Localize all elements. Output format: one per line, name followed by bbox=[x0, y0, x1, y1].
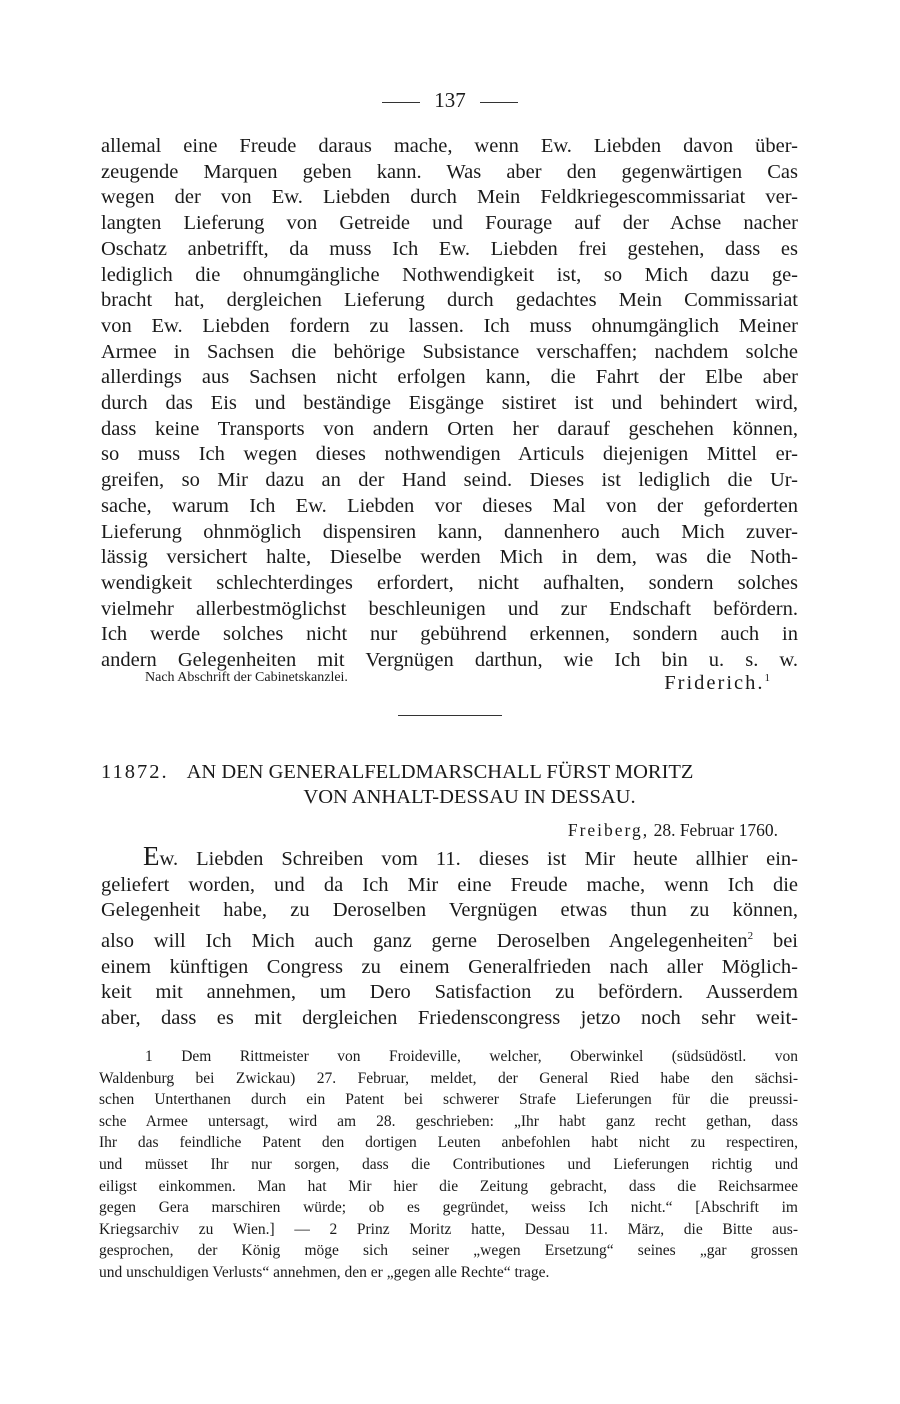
header-rule-right bbox=[480, 102, 518, 103]
text-line bbox=[101, 841, 798, 873]
footnote-line: schen Unterthanen durch ein Patent bei schwerer Strafe Lieferungen für die preussi- bbox=[99, 1091, 798, 1109]
dateline bbox=[568, 820, 778, 841]
letter-heading bbox=[101, 760, 798, 810]
continuation-paragraph bbox=[101, 134, 798, 674]
text-line: einem künftigen Congress zu einem Generalfrieden nach aller Möglich- bbox=[101, 955, 798, 978]
footnote-mark: 2 bbox=[747, 930, 754, 943]
text-line: dass keine Transports von andern Orten her darauf geschehen können, bbox=[101, 417, 798, 440]
line-text: also will Ich Mich auch ganz gerne Deroselben Angelegenheiten bbox=[101, 929, 748, 952]
text-line: allerdings aus Sachsen nicht erfolgen kann, die Fahrt der Elbe aber bbox=[101, 366, 798, 389]
text-line: greifen, so Mir dazu an der Hand seind. Dieses ist lediglich die Ur- bbox=[101, 469, 798, 492]
footnote-mark: 1 bbox=[764, 672, 770, 685]
heading-line-1 bbox=[101, 760, 798, 785]
footnote-line: 1 Dem Rittmeister von Froideville, welcher, Oberwinkel (südsüdöstl. von bbox=[145, 1048, 798, 1065]
footnote-line: eiligst einkommen. Man hat Mir hier die Zeitung gebracht, dass die Reichsarmee bbox=[99, 1177, 798, 1195]
date-text: 28. Februar 1760. bbox=[653, 820, 778, 840]
text-line: geliefert worden, und da Ich Mir eine Freude mache, wenn Ich die bbox=[101, 873, 798, 896]
text-line: bracht hat, dergleichen Lieferung durch gedachtes Mein Commissariat bbox=[101, 289, 798, 312]
text-line: andern Gelegenheiten mit Vergnügen darthun, wie Ich bin u. s. w. bbox=[101, 649, 798, 672]
header-rule-left bbox=[382, 102, 420, 103]
text-line: so muss Ich wegen dieses nothwendigen Articuls diejenigen Mittel er- bbox=[101, 443, 798, 466]
text-line: zeugende Marquen geben kann. Was aber den gegenwärtigen Cas bbox=[101, 160, 798, 183]
date-place: Freiberg, bbox=[567, 820, 650, 840]
heading-line-2: VON ANHALT-DESSAU IN DESSAU. bbox=[303, 786, 636, 808]
text-line: aber, dass es mit dergleichen Friedenscongress jetzo noch sehr weit- bbox=[101, 1007, 798, 1030]
text-line: lässig versichert halte, Dieselbe werden Mich in dem, was die Noth- bbox=[101, 546, 798, 569]
text-line: Armee in Sachsen die behörige Subsistance verschaffen; nachdem solche bbox=[101, 340, 798, 363]
footnotes bbox=[99, 1046, 798, 1284]
first-line-text: w. Liebden Schreiben vom 11. dieses ist Mir heute allhier ein- bbox=[159, 848, 798, 870]
text-line: lediglich die ohnumgängliche Nothwendigkeit ist, so Mich dazu ge- bbox=[101, 263, 798, 286]
letter-number: 11872. bbox=[101, 761, 169, 783]
text-line: allemal eine Freude daraus mache, wenn Ew. Liebden davon über- bbox=[101, 135, 798, 157]
text-line: keit mit annehmen, um Dero Satisfaction zu befördern. Ausserdem bbox=[101, 981, 798, 1004]
text-line: Lieferung ohnmöglich dispensiren kann, dannenhero auch Mich zuver- bbox=[101, 520, 798, 543]
signature-text: Friderich. bbox=[664, 672, 765, 694]
line-text: bei bbox=[753, 929, 799, 952]
text-line: vielmehr allerbestmöglichst beschleunigen und zur Endschaft befördern. bbox=[101, 597, 798, 620]
footnote-line: Ihr das feindliche Patent den dortigen Leuten anbefohlen habt nicht zu respectiren, bbox=[99, 1134, 798, 1152]
footnote-line: Kriegsarchiv zu Wien.] — 2 Prinz Moritz hatte, Dessau 11. März, die Bitte aus- bbox=[99, 1220, 798, 1238]
text-line: wendigkeit schlechterdinges erfordert, nicht aufhalten, sondern solches bbox=[101, 571, 798, 594]
footnote-line: sche Armee untersagt, wird am 28. geschrieben: „Ihr habt ganz recht gethan, dass bbox=[99, 1112, 798, 1130]
heading-text-1: AN DEN GENERALFELDMARSCHALL FÜRST MORITZ bbox=[186, 761, 694, 783]
section-divider bbox=[398, 715, 502, 716]
text-line: Gelegenheit habe, zu Deroselben Vergnügen etwas thun zu können, bbox=[101, 899, 798, 922]
text-line bbox=[101, 924, 798, 955]
text-line: wegen der von Ew. Liebden durch Mein Feldkriegescommissariat ver- bbox=[101, 186, 798, 209]
footnote-line: Waldenburg bei Zwickau) 27. Februar, meldet, der General Ried habe den sächsi- bbox=[99, 1069, 798, 1087]
footnote-line: gegen Gera marschiren würde; ob es gegründet, weiss Ich nicht.“ [Abschrift im bbox=[99, 1199, 798, 1217]
text-line: von Ew. Liebden fordern zu lassen. Ich muss ohnumgänglich Meiner bbox=[101, 314, 798, 337]
text-line: durch das Eis und beständige Eisgänge sistiret ist und behindert wird, bbox=[101, 392, 798, 415]
closing-row bbox=[101, 670, 798, 700]
footnote-line: und unschuldigen Verlusts“ annehmen, den er „gegen alle Rechte“ trage. bbox=[99, 1263, 550, 1281]
text-line: sache, warum Ich Ew. Liebden vor dieses Mal von der geforderten bbox=[101, 494, 798, 517]
signature bbox=[664, 672, 770, 695]
page-header bbox=[0, 88, 900, 113]
initial-letter: E bbox=[143, 841, 160, 871]
footnote-line: gesprochen, der König möge sich seiner „wegen Ersetzung“ seines „gar grossen bbox=[99, 1242, 798, 1260]
letter-body bbox=[101, 841, 799, 1032]
text-line: langten Lieferung von Getreide und Fourage auf der Achse nacher bbox=[101, 212, 798, 235]
text-line: Oschatz anbetrifft, da muss Ich Ew. Liebden frei gestehen, dass es bbox=[101, 237, 798, 260]
footnote-line: und müsset Ihr nur sorgen, dass die Contributiones und Lieferungen richtig und bbox=[99, 1155, 798, 1173]
source-note: Nach Abschrift der Cabinetskanzlei. bbox=[145, 670, 348, 685]
text-line: Ich werde solches nicht nur gebührend erkennen, sondern auch in bbox=[101, 623, 798, 646]
page-number: 137 bbox=[434, 88, 466, 112]
